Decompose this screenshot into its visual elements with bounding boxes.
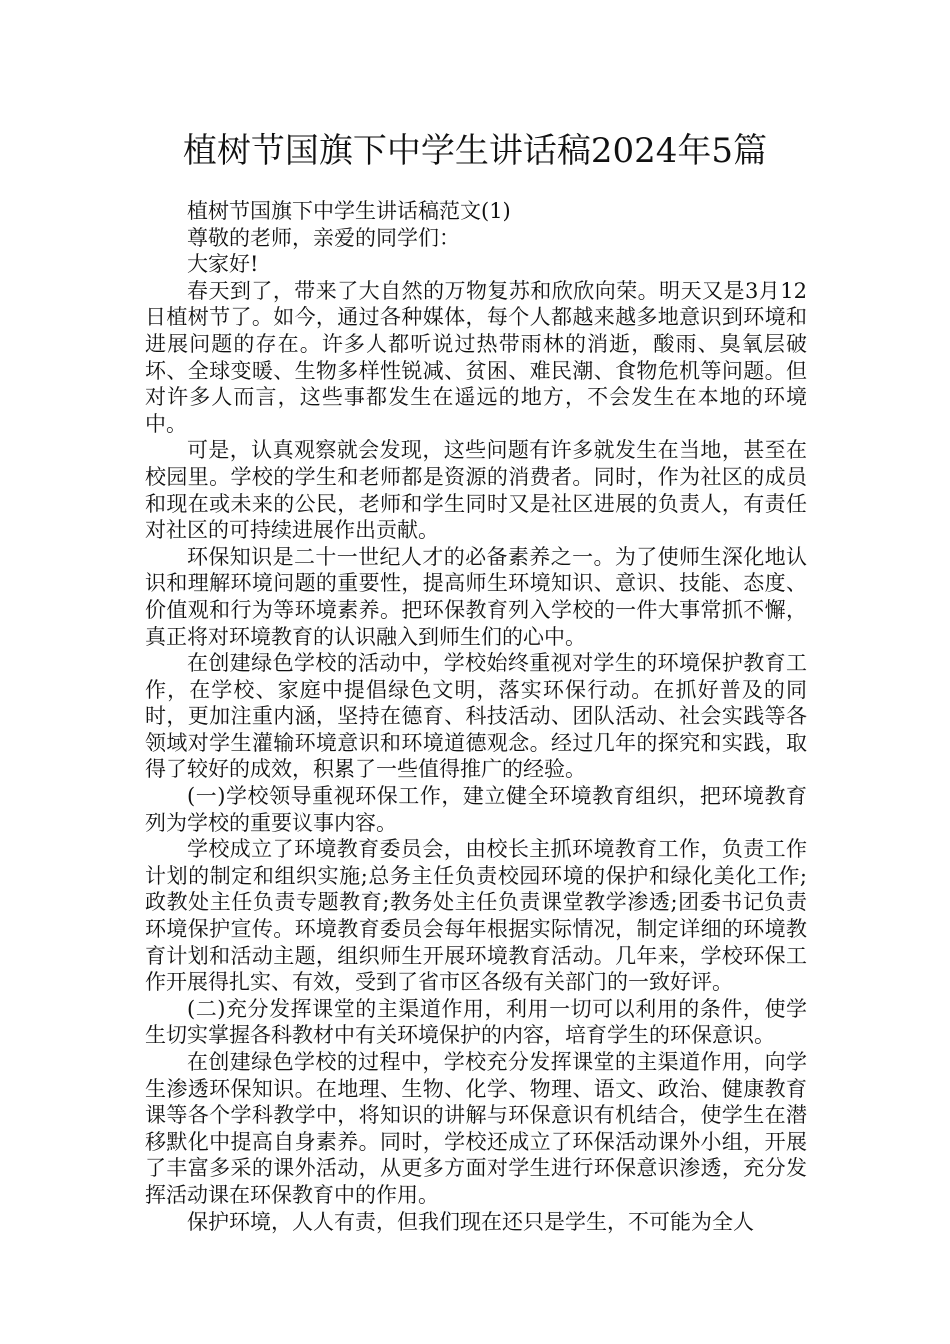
paragraph: 环保知识是二十一世纪人才的必备素养之一。为了使师生深化地认识和理解环境问题的重要性，提高师生环境知识、意识、技能、态度、价值观和行为等环境素养。把环保教育列入学校的一件大事常抓不懈，真正将对环境教育的认识融入到师生们的心中。 [145, 544, 807, 649]
paragraph: 可是，认真观察就会发现，这些问题有许多就发生在当地，甚至在校园里。学校的学生和老师都是资源的消费者。同时，作为社区的成员和现在或未来的公民，老师和学生同时又是社区进展的负责人，有责任对社区的可持续进展作出贡献。 [145, 438, 807, 543]
paragraph-salutation: 尊敬的老师，亲爱的同学们： [187, 225, 460, 250]
paragraph-section-heading: (一)学校领导重视环保工作，建立健全环境教育组织，把环境教育列为学校的重要议事内容。 [145, 784, 807, 835]
document-body [145, 198, 807, 1235]
paragraph: 在创建绿色学校的过程中，学校充分发挥课堂的主渠道作用，向学生渗透环保知识。在地理、生物、化学、物理、语文、政治、健康教育课等各个学科教学中，将知识的讲解与环保意识有机结合，使学生在潜移默化中提高自身素养。同时，学校还成立了环保活动课外小组，开展了丰富多采的课外活动，从更多方面对学生进行环保意识渗透，充分发挥活动课在环保教育中的作用。 [145, 1050, 807, 1207]
paragraph: 在创建绿色学校的活动中，学校始终重视对学生的环境保护教育工作，在学校、家庭中提倡绿色文明，落实环保行动。在抓好普及的同时，更加注重内涵，坚持在德育、科技活动、团队活动、社会实践等各领域对学生灌输环境意识和环境道德观念。经过几年的探究和实践，取得了较好的成效，积累了一些值得推广的经验。 [145, 651, 807, 782]
paragraph-section-heading: (二)充分发挥课堂的主渠道作用，利用一切可以利用的条件，使学生切实掌握各科教材中有关环境保护的内容，培育学生的环保意识。 [145, 996, 807, 1048]
paragraph: 保护环境，人人有责，但我们现在还只是学生，不可能为全人 [187, 1209, 754, 1234]
document-title: 植树节国旗下中学生讲话稿2024年5篇 [182, 131, 768, 171]
paragraph: 春天到了，带来了大自然的万物复苏和欣欣向荣。明天又是3月12日植树节了。如今，通过各种媒体，每个人都越来越多地意识到环境和进展问题的存在。许多人都听说过热带雨林的消逝，酸雨、臭氧层破坏、全球变暖、生物多样性锐减、贫困、难民潮、食物危机等问题。但对许多人而言，这些事都发生在遥远的地方，不会发生在本地的环境中。 [145, 278, 807, 436]
paragraph: 学校成立了环境教育委员会，由校长主抓环境教育工作，负责工作计划的制定和组织实施;总务主任负责校园环境的保护和绿化美化工作;政教处主任负责专题教育;教务处主任负责课堂教学渗透;团委书记负责环境保护宣传。环境教育委员会每年根据实际情况，制定详细的环境教育计划和活动主题，组织师生开展环境教育活动。几年来，学校环保工作开展得扎实、有效，受到了省市区各级有关部门的一致好评。 [145, 837, 807, 995]
paragraph-greeting: 大家好! [187, 252, 259, 277]
paragraph-subtitle: 植树节国旗下中学生讲话稿范文(1) [187, 199, 511, 223]
